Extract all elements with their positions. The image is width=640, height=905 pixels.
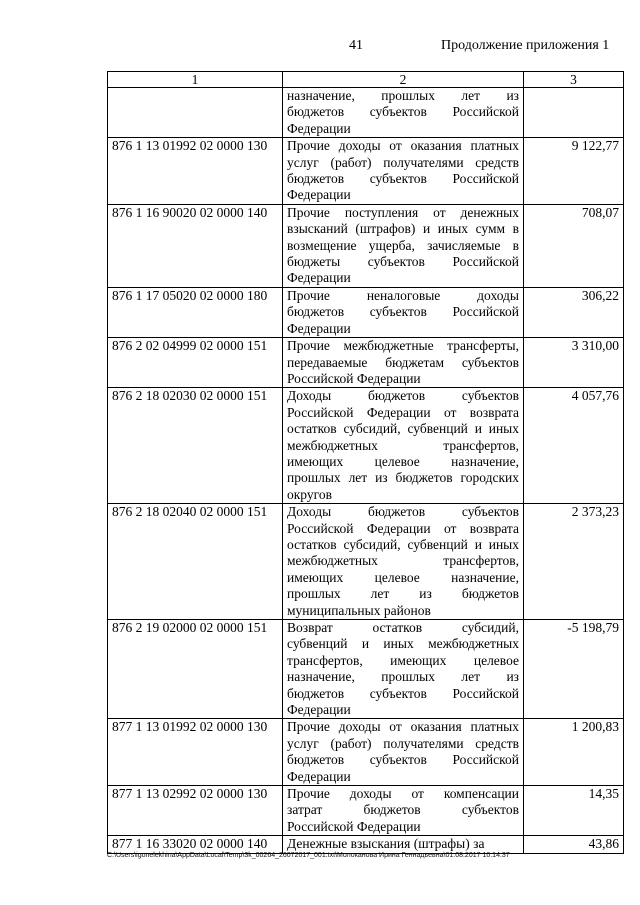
description-line: Российской Федерации от возврата [287,404,519,420]
table-row [108,388,624,504]
description-line: назначение, прошлых лет из [287,669,519,685]
description-line: Прочие доходы от компенсации [287,786,519,802]
amount-cell: -5 198,79 [524,620,624,719]
description-line: услуг (работ) получателями средств [287,735,519,751]
description-line: Федерации [287,768,351,784]
description-line: назначение, прошлых лет из [287,88,519,103]
description-line: Доходы бюджетов субъектов [287,388,519,404]
classification-code-cell: 877 1 13 01992 02 0000 130 [108,719,283,786]
description-line: остатков субсидий, субвенций и иных [287,421,519,437]
description-line: округов [287,486,332,502]
description-cell [283,138,524,205]
description-cell [283,204,524,287]
file-path-footer: C:\Users\igonelekhina\AppData\Local\Temp\3k_00264_26072017_001.txt\Молоканова Ирина Геннадьевна\01.08.2017 10:14:37 [107,852,510,859]
classification-code-cell: 876 2 18 02030 02 0000 151 [108,388,283,504]
description-line: Российской Федерации от возврата [287,520,519,536]
description-line: Федерации [287,320,351,336]
table-row [108,338,624,388]
description-line: Прочие доходы от оказания платных [287,138,519,154]
description-line: Федерации [287,120,351,136]
description-line: Федерации [287,702,351,718]
description-line: передаваемые бюджетам субъектов [287,354,519,370]
description-line: услуг (работ) получателями средств [287,154,519,170]
description-cell [283,287,524,337]
classification-code-cell: 877 1 16 33020 02 0000 140 [108,836,283,853]
description-line: бюджеты субъектов Российской [287,254,519,270]
description-line: бюджетов субъектов Российской [287,685,519,701]
classification-code-cell: 876 1 13 01992 02 0000 130 [108,138,283,205]
description-line: бюджетов субъектов Российской [287,171,519,187]
table-body [108,88,624,854]
description-line: Доходы бюджетов субъектов [287,504,519,520]
table-row [108,287,624,337]
amount-cell: 1 200,83 [524,719,624,786]
description-cell [283,719,524,786]
appendix-continuation-label: Продолжение приложения 1 [441,38,610,53]
classification-code-cell: 876 1 16 90020 02 0000 140 [108,204,283,287]
table-header-row [108,72,624,88]
description-cell [283,620,524,719]
table-row [108,88,624,138]
amount-cell: 14,35 [524,786,624,836]
table-row [108,138,624,205]
description-line: возмещение ущерба, зачисляемые в [287,237,519,253]
description-line: имеющих целевое назначение, [287,569,519,585]
description-line: Российской Федерации [287,818,421,834]
amount-cell: 4 057,76 [524,388,624,504]
description-cell [283,88,524,138]
description-line: прошлых лет из бюджетов городских [287,470,519,486]
description-line: субвенций и иных межбюджетных [287,636,519,652]
description-line: Федерации [287,270,351,286]
table-row [108,836,624,853]
description-line: Возврат остатков субсидий, [287,620,519,635]
amount-cell: 9 122,77 [524,138,624,205]
description-line: Прочие поступления от денежных [287,204,519,220]
description-line: остатков субсидий, субвенций и иных [287,536,519,552]
page-number: 41 [349,38,363,53]
table-row [108,786,624,836]
description-line: Прочие доходы от оказания платных [287,719,519,735]
table-row [108,204,624,287]
classification-code-cell: 876 2 02 04999 02 0000 151 [108,338,283,388]
table-row [108,719,624,786]
description-line: Денежные взыскания (штрафы) за [287,836,485,852]
description-line: межбюджетных трансфертов, [287,437,519,453]
description-line: Прочие неналоговые доходы [287,287,519,303]
table-row [108,504,624,620]
amount-cell: 3 310,00 [524,338,624,388]
description-cell [283,338,524,388]
description-line: межбюджетных трансфертов, [287,553,519,569]
amount-cell [524,88,624,138]
description-cell [283,388,524,504]
amount-cell: 306,22 [524,287,624,337]
classification-code-cell: 876 2 19 02000 02 0000 151 [108,620,283,719]
description-line: бюджетов субъектов Российской [287,304,519,320]
description-cell [283,836,524,853]
description-line: трансфертов, имеющих целевое [287,652,519,668]
classification-code-cell [108,88,283,138]
description-line: имеющих целевое назначение, [287,453,519,469]
description-line: Российской Федерации [287,370,421,386]
amount-cell: 43,86 [524,836,624,853]
description-line: Федерации [287,187,351,203]
description-line: прошлых лет из бюджетов [287,586,519,602]
amount-cell: 708,07 [524,204,624,287]
classification-code-cell: 876 1 17 05020 02 0000 180 [108,287,283,337]
description-line: Прочие межбюджетные трансферты, [287,338,519,354]
column-header-description: 2 [283,72,524,88]
description-cell [283,786,524,836]
description-line: затрат бюджетов субъектов [287,802,519,818]
classification-code-cell: 876 2 18 02040 02 0000 151 [108,504,283,620]
description-line: взысканий (штрафов) и иных сумм в [287,221,519,237]
amount-cell: 2 373,23 [524,504,624,620]
description-cell [283,504,524,620]
description-line: бюджетов субъектов Российской [287,104,519,120]
description-line: бюджетов субъектов Российской [287,752,519,768]
classification-code-cell: 877 1 13 02992 02 0000 130 [108,786,283,836]
description-line: муниципальных районов [287,602,431,618]
page-header [0,38,640,58]
column-header-amount: 3 [524,72,624,88]
column-header-code: 1 [108,72,283,88]
table-row [108,620,624,719]
revenue-table [107,71,624,854]
